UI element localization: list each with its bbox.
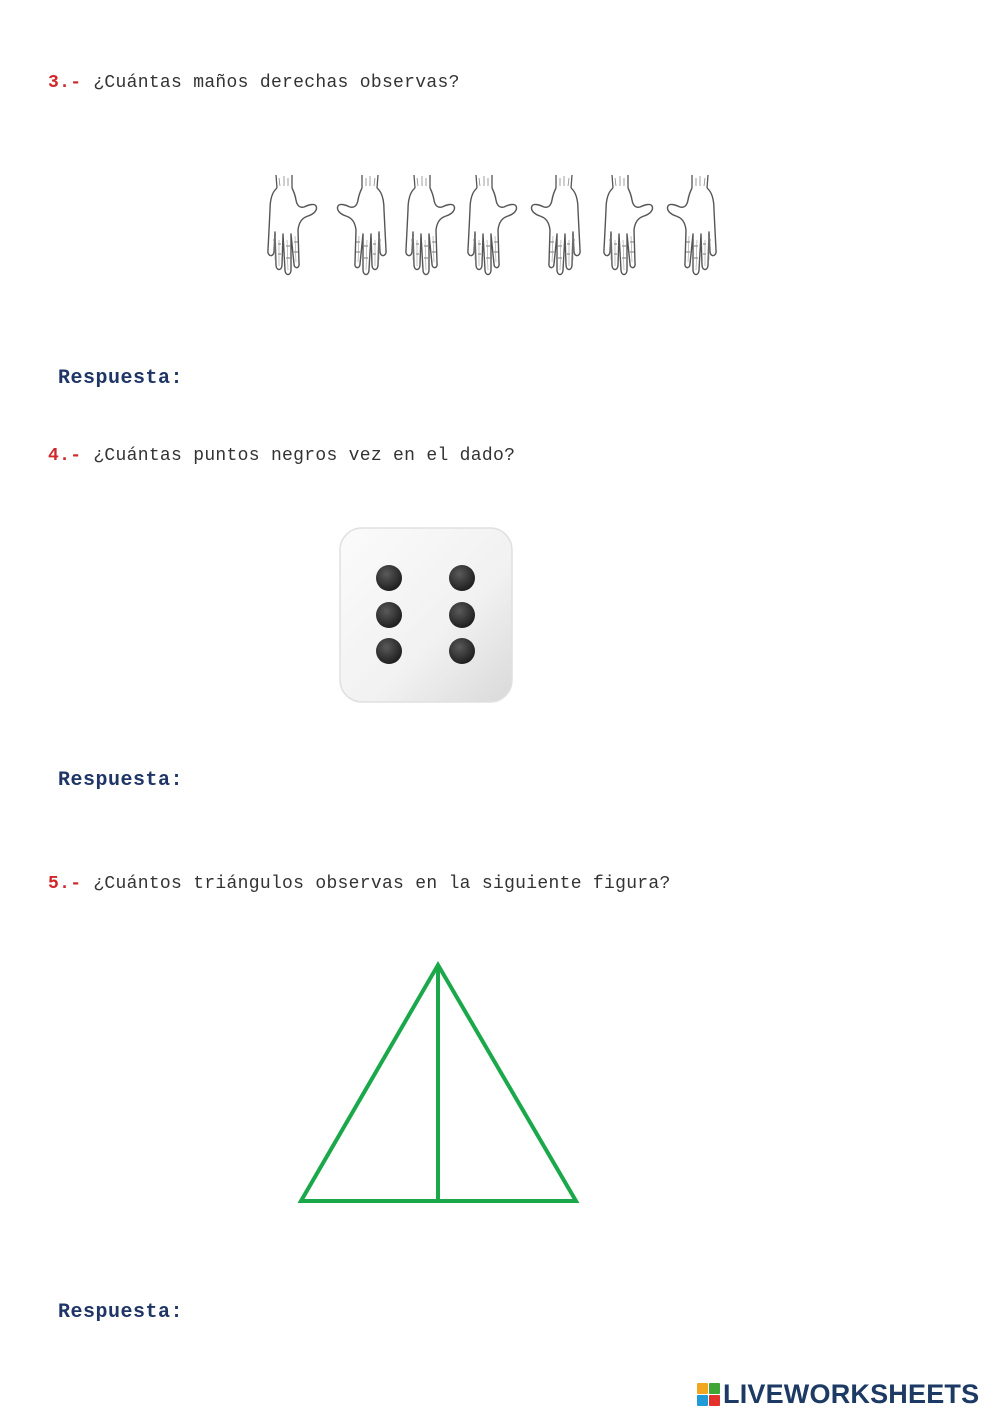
hand-icon — [268, 175, 317, 275]
answer-label-4: Respuesta: — [58, 769, 184, 792]
question-text: ¿Cuántas maños derechas observas? — [93, 73, 460, 93]
question-3 — [48, 73, 460, 93]
question-5 — [48, 874, 671, 894]
dice-pip — [449, 565, 475, 591]
brand-name: LIVEWORKSHEETS — [723, 1378, 980, 1409]
question-number: 3.- — [48, 73, 82, 93]
hand-icon — [468, 175, 517, 275]
answer-label-5: Respuesta: — [58, 1301, 184, 1324]
question-4 — [48, 446, 515, 466]
question-number: 4.- — [48, 446, 82, 466]
liveworksheets-logo-icon — [697, 1383, 720, 1406]
dice-pip — [449, 602, 475, 628]
dice-pip — [376, 638, 402, 664]
answer-label-3: Respuesta: — [58, 367, 184, 390]
question-text: ¿Cuántos triángulos observas en la siguiente figura? — [93, 874, 671, 894]
dice-icon — [320, 520, 560, 710]
dice-pip — [376, 602, 402, 628]
hand-icon — [604, 175, 653, 275]
hands-figure — [262, 165, 732, 300]
question-number: 5.- — [48, 874, 82, 894]
hand-icon — [531, 175, 580, 275]
liveworksheets-brand — [697, 1377, 979, 1411]
question-text: ¿Cuántas puntos negros vez en el dado? — [93, 446, 516, 466]
triangle-figure — [290, 955, 590, 1215]
hand-icon — [406, 175, 455, 275]
hand-icon — [337, 175, 386, 275]
dice-pip — [449, 638, 475, 664]
hand-icon — [667, 175, 716, 275]
dice-pip — [376, 565, 402, 591]
